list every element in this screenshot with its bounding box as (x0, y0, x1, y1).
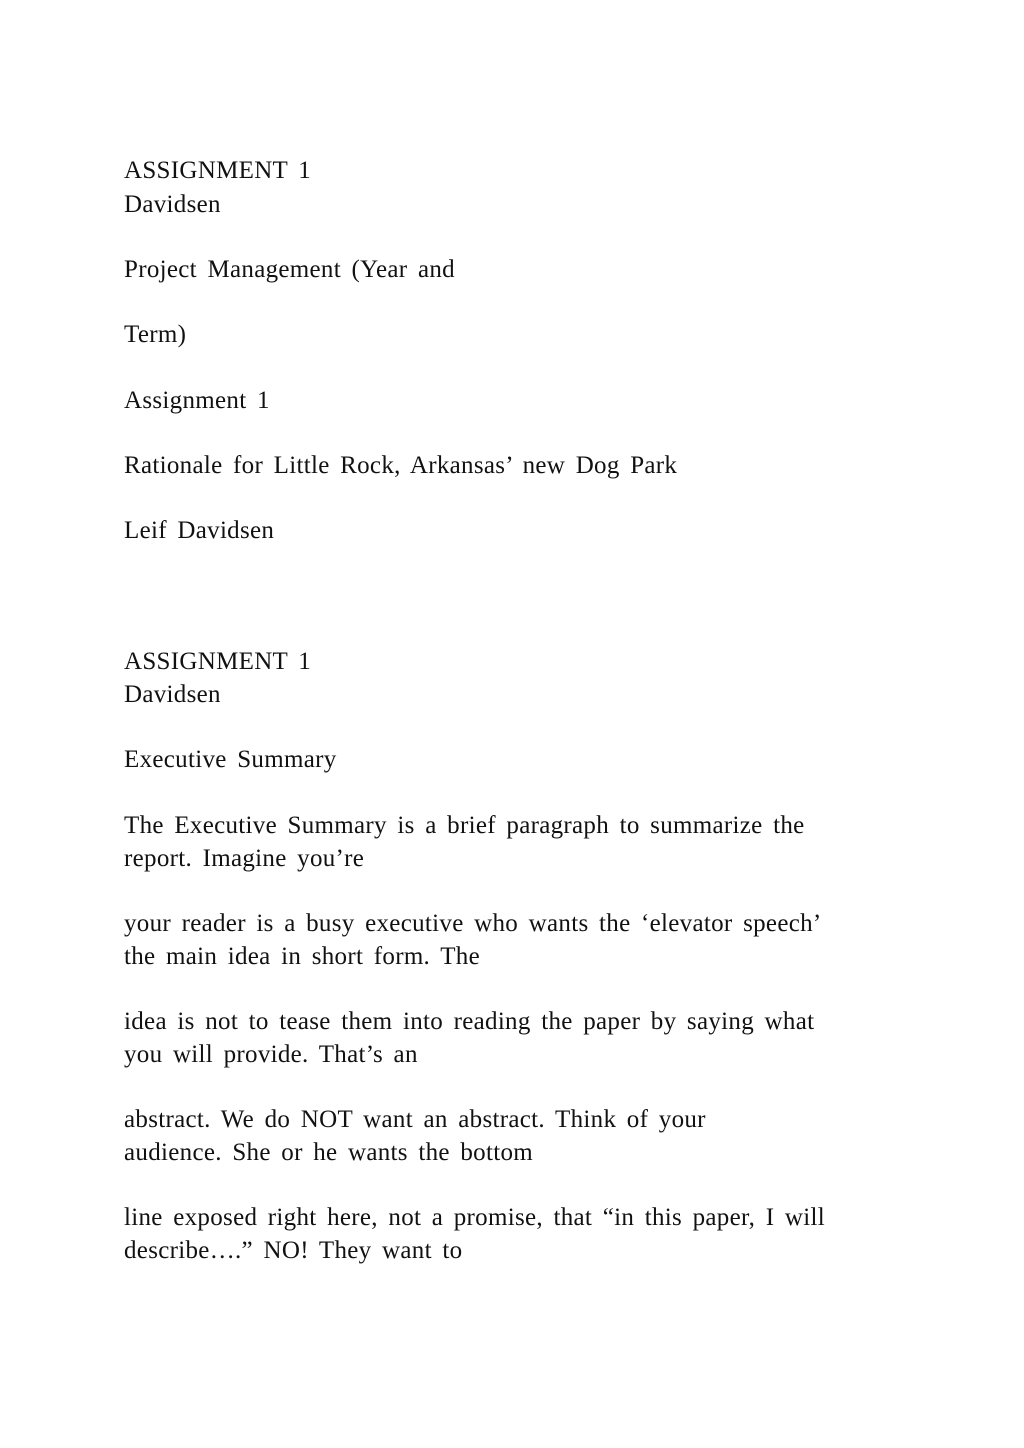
section-heading: Executive Summary (124, 746, 337, 773)
paragraph-line: your reader is a busy executive who wants the ‘elevator speech’ (124, 910, 822, 937)
paragraph-line: line exposed right here, not a promise, that “in this paper, I will (124, 1204, 825, 1231)
header-title: ASSIGNMENT 1 (124, 648, 312, 675)
header-author: Davidsen (124, 191, 221, 218)
paragraph-line: report. Imagine you’re (124, 845, 365, 872)
paragraph-line: describe….” NO! They want to (124, 1237, 463, 1264)
course-title-line-2: Term) (124, 321, 187, 348)
author-name: Leif Davidsen (124, 517, 275, 544)
paragraph-line: idea is not to tease them into reading the paper by saying what (124, 1008, 815, 1035)
course-title-line-1: Project Management (Year and (124, 256, 455, 283)
paragraph-line: the main idea in short form. The (124, 943, 480, 970)
paragraph-line: abstract. We do NOT want an abstract. Think of your (124, 1106, 706, 1133)
assignment-label: Assignment 1 (124, 387, 270, 414)
paper-title: Rationale for Little Rock, Arkansas’ new Dog Park (124, 452, 678, 479)
header-title: ASSIGNMENT 1 (124, 157, 312, 184)
header-author: Davidsen (124, 681, 221, 708)
paragraph-line: you will provide. That’s an (124, 1041, 418, 1068)
paragraph-line: audience. She or he wants the bottom (124, 1139, 534, 1166)
paragraph-line: The Executive Summary is a brief paragraph to summarize the (124, 812, 805, 839)
